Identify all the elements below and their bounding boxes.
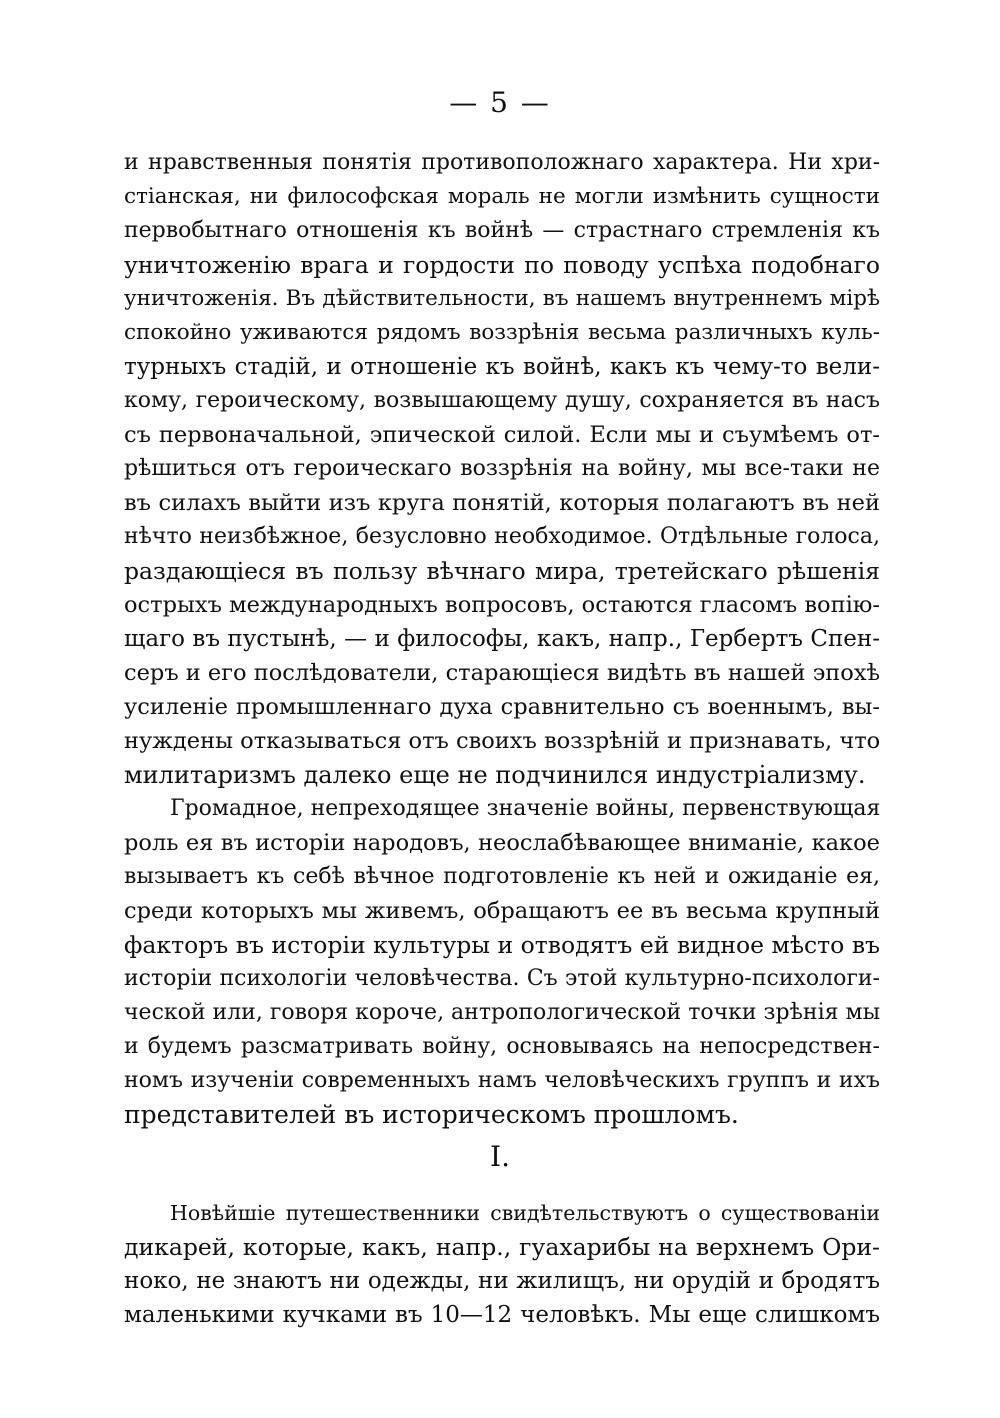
text-line: острыхъ международныхъ вопросовъ, остаются гласомъ вопію- <box>124 592 880 618</box>
text-line: кому, героическому, возвышающему душу, сохраняется въ насъ <box>124 388 880 413</box>
text-line: нѣчто неизбѣжное, безусловно необходимое. Отдѣльные голоса, <box>124 524 880 549</box>
text-line: первобытнаго отношенія къ войнѣ — страстнаго стремленія къ <box>124 218 880 243</box>
text-line: уничтоженію врага и гордости по поводу успѣха подобнаго <box>124 251 880 279</box>
text-line: ноко, не знаютъ ни одежды, ни жилищъ, ни орудій и бродятъ <box>124 1268 880 1294</box>
text-line: съ первоначальной, эпической силой. Если мы и съумѣемъ от- <box>124 422 880 448</box>
text-line: номъ изученіи современныхъ намъ человѣческихъ группъ и ихъ <box>124 1068 880 1093</box>
chapter-heading: I. <box>490 1140 510 1173</box>
text-line: роль ея въ исторіи народовъ, неослабѣвающее вниманіе, какое <box>124 830 880 856</box>
text-line: раздающіеся въ пользу вѣчнаго мира, третейскаго рѣшенія <box>124 557 880 585</box>
text-line: и нравственныя понятія противоположнаго характера. Ни хри- <box>124 150 880 175</box>
text-line: рѣшиться отъ героическаго воззрѣнія на войну, мы все-таки не <box>124 456 880 481</box>
text-line: въ силахъ выйти изъ круга понятій, которыя полагаютъ въ ней <box>124 490 880 516</box>
text-line: факторъ въ исторіи культуры и отводятъ ей видное мѣсто въ <box>124 931 880 959</box>
text-line: усиленіе промышленнаго духа сравнительно съ военнымъ, вы- <box>124 694 880 720</box>
text-line: стіанская, ни философская мораль не могли измѣнить сущности <box>124 184 880 209</box>
text-line: Новѣйшіе путешественники свидѣтельствуютъ о существованіи <box>170 1201 880 1225</box>
text-line: дикарей, которые, какъ, напр., гуахарибы на верхнемъ Ори- <box>124 1233 880 1261</box>
text-line: вызываетъ къ себѣ вѣчное подготовленіе къ ней и ожиданіе ея, <box>124 864 880 889</box>
text-line: турныхъ стадій, и отношеніе къ войнѣ, какъ къ чему-то вели- <box>124 354 880 380</box>
text-line: маленькими кучками въ 10—12 человѣкъ. Мы еще слишкомъ <box>124 1302 880 1328</box>
text-line: и будемъ разсматривать войну, основываясь на непосредствен- <box>124 1034 880 1059</box>
text-line: Громадное, непреходящее значеніе войны, первенствующая <box>170 796 880 821</box>
text-line: милитаризмъ далеко еще не подчинился индустріализму. <box>124 761 866 789</box>
text-line: спокойно уживаются рядомъ воззрѣнія весьма различныхъ куль- <box>124 320 880 345</box>
text-line: среди которыхъ мы живемъ, обращаютъ ее въ весьма крупный <box>124 898 880 924</box>
text-line: серъ и его послѣдователи, старающіеся видѣть въ нашей эпохѣ <box>124 660 880 686</box>
page-number: — 5 — <box>449 86 551 119</box>
text-line: исторіи психологіи человѣчества. Съ этой культурно-психологи- <box>124 966 880 991</box>
text-line: нуждены отказываться отъ своихъ воззрѣній и признавать, что <box>124 728 880 754</box>
text-line: уничтоженія. Въ дѣйствительности, въ нашемъ внутреннемъ мірѣ <box>124 286 880 311</box>
text-line: ческой или, говоря короче, антропологической точки зрѣнія мы <box>124 1000 880 1025</box>
text-line: щаго въ пустынѣ, — и философы, какъ, напр., Гербертъ Спен- <box>124 626 880 652</box>
text-line: представителей въ историческомъ прошломъ. <box>124 1100 739 1129</box>
